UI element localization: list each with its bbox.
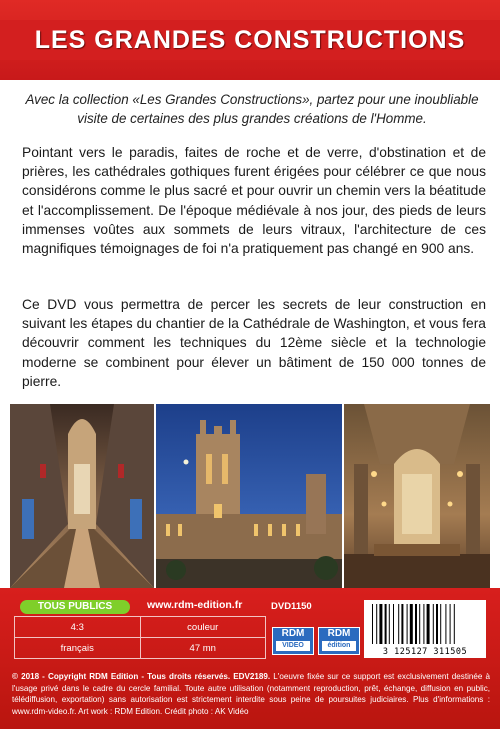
barcode-bar [433,604,434,644]
barcode-bar [401,604,403,644]
language-cell: français [15,638,141,659]
barcode-number: 3 125127 311505 [382,647,468,657]
format-cell: 4:3 [15,617,141,638]
barcode [364,600,486,658]
paragraph-2: Ce DVD vous permettra de percer les secrets de leur construction en suivant les étapes du chantier de la Cathédrale de Washington, et vous fera découvrir comment les techniques du 12ème siècle et la technologie moderne se combinent pour élever un bâtiment de 150 000 tonnes de pierre. [22,297,486,389]
barcode-bar [423,604,424,644]
photo-cathedral-exterior [156,404,342,588]
color-cell: couleur [140,617,266,638]
rdm-edition-logo-top: RDM [327,628,351,639]
page-title: LES GRANDES CONSTRUCTIONS [34,26,466,54]
legal-notice [12,671,490,717]
specs-row [15,638,266,659]
photo-nave-interior [10,404,154,588]
barcode-bar [407,604,408,644]
product-code: DVD1150 [271,601,312,612]
barcode-bar [454,604,455,644]
legal-copyright: © 2018 - Copyright RDM Edition - Tous droits réservés. EDV2189. [12,672,271,681]
barcode-bar [385,604,387,644]
barcode-bar [379,604,382,644]
barcode-bar [445,604,446,644]
barcode-bar [376,604,377,644]
specs-row [15,617,266,638]
paragraph-1: Pointant vers le paradis, faites de roche et de verre, d'obstination et de prières, les cathédrales gothiques furent érigées pour célébrer ce que nous considérons comme le plus sacré et pour ouvrir un chemin vers la béatitude et l'accomplissement. De l'époque médiévale à nos jour, des pieds de leurs immenses voûtes aux sommets de leurs vitraux, l'architecture de ces magnifiques témoignages de foi n'a pratiquement pas changé en 900 ans. [22,145,486,257]
photo-strip [10,404,490,588]
barcode-bar [398,604,399,644]
intro-text: Avec la collection «Les Grandes Constructions», partez pour une inoubliable visite de certaines des plus grandes créations de l'Homme. [25,92,479,126]
rdm-edition-logo-bottom: édition [322,641,356,651]
rdm-video-logo-top: RDM [281,628,305,639]
barcode-bar [393,604,394,644]
barcode-bar [389,604,390,644]
barcode-bar [450,604,451,644]
rdm-video-logo-bottom: VIDEO [276,641,310,651]
barcode-bar [415,604,417,644]
legal-body: L'oeuvre fixée sur ce support est exclusivement destinée à l'usage privé dans le cadre du cercle familial. Toute autre utilisation (notamment reproduction, prêt, échange, diffusion en public, télédiffusion, exportation) sans autorisation est strictement interdite sous peine de poursuites judiciaires. Plus d'informations : www.rdm-video.fr. Art work : RDM Edition. Crédit photo : AK Vidéo [12,672,490,716]
barcode-bar [372,604,373,644]
website-link[interactable]: www.rdm-edition.fr [147,599,243,611]
rdm-edition-logo [318,627,360,655]
barcode-bars [364,600,486,646]
barcode-bar [410,604,413,644]
barcode-bar [436,604,438,644]
duration-cell: 47 mn [140,638,266,659]
rdm-video-logo [272,627,314,655]
barcode-bar [440,604,441,644]
audience-badge: TOUS PUBLICS [20,600,130,614]
barcode-bar [419,604,420,644]
barcode-bar [427,604,430,644]
photo-choir-interior [344,404,490,588]
specs-table [14,616,266,659]
